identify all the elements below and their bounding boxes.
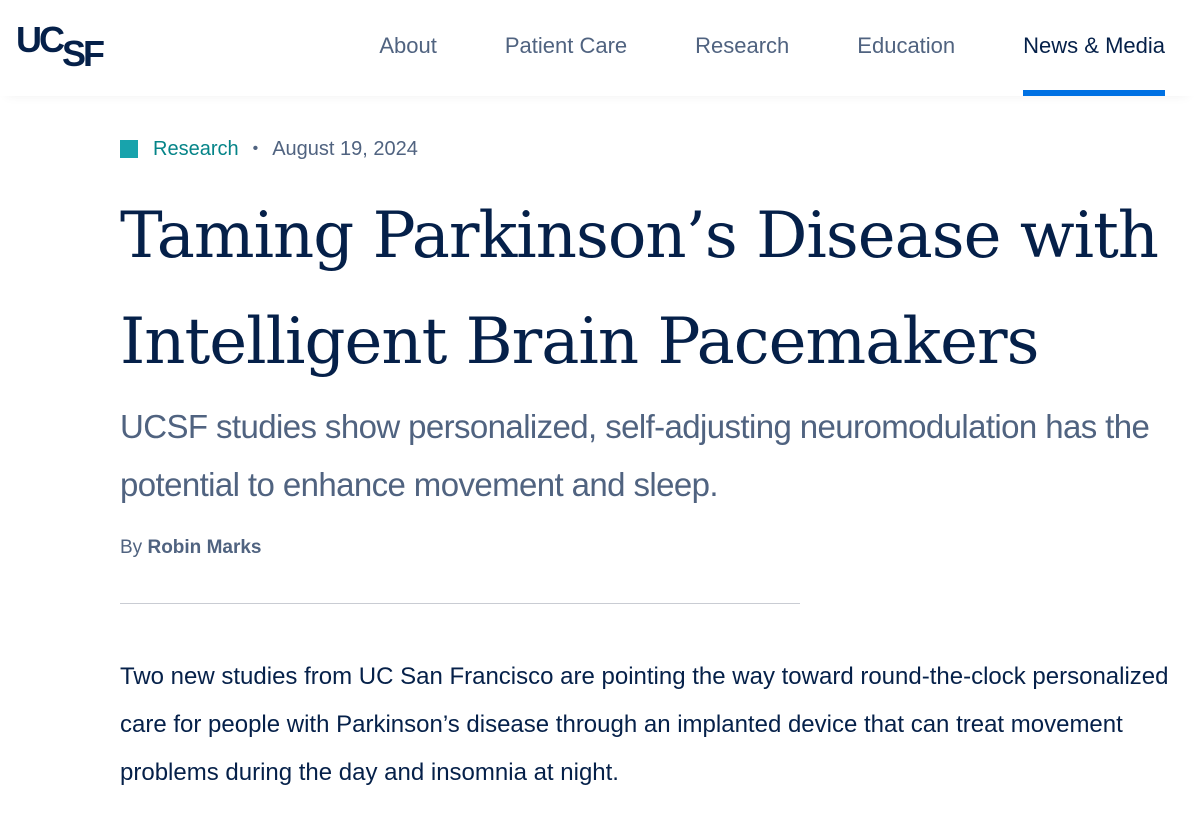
- byline: [120, 537, 262, 559]
- category-square-icon: [120, 140, 138, 158]
- divider: [120, 603, 800, 604]
- publish-date: August 19, 2024: [272, 137, 418, 160]
- ucsf-logo[interactable]: [16, 19, 112, 74]
- byline-prefix: By: [120, 537, 143, 558]
- article-subtitle: UCSF studies show personalized, self-adjusting neuromodulation has the potential to enhance movement and sleep.: [120, 408, 1150, 503]
- site-header: [0, 0, 1194, 96]
- main-nav: [379, 0, 1165, 96]
- meta-separator: •: [252, 140, 259, 157]
- author-link[interactable]: Robin Marks: [147, 537, 262, 558]
- nav-item-patient-care[interactable]: Patient Care: [504, 33, 628, 58]
- category-link[interactable]: Research: [153, 137, 239, 160]
- article-body-paragraph: Two new studies from UC San Francisco are pointing the way toward round-the-clock personalized care for people with Parkinson’s disease through an implanted device that can treat movement problems during the day and insomnia at night.: [120, 663, 1169, 786]
- logo-text-uc: UC: [16, 19, 62, 60]
- logo-text-sf: SF: [62, 33, 103, 74]
- nav-item-research[interactable]: Research: [695, 33, 790, 58]
- nav-item-news-media[interactable]: News & Media: [1023, 0, 1165, 96]
- article-title: Taming Parkinson’s Disease with Intelligent Brain Pacemakers: [120, 199, 1158, 379]
- nav-item-education[interactable]: Education: [857, 33, 956, 58]
- nav-item-about[interactable]: About: [379, 33, 437, 58]
- article-meta: [120, 136, 418, 162]
